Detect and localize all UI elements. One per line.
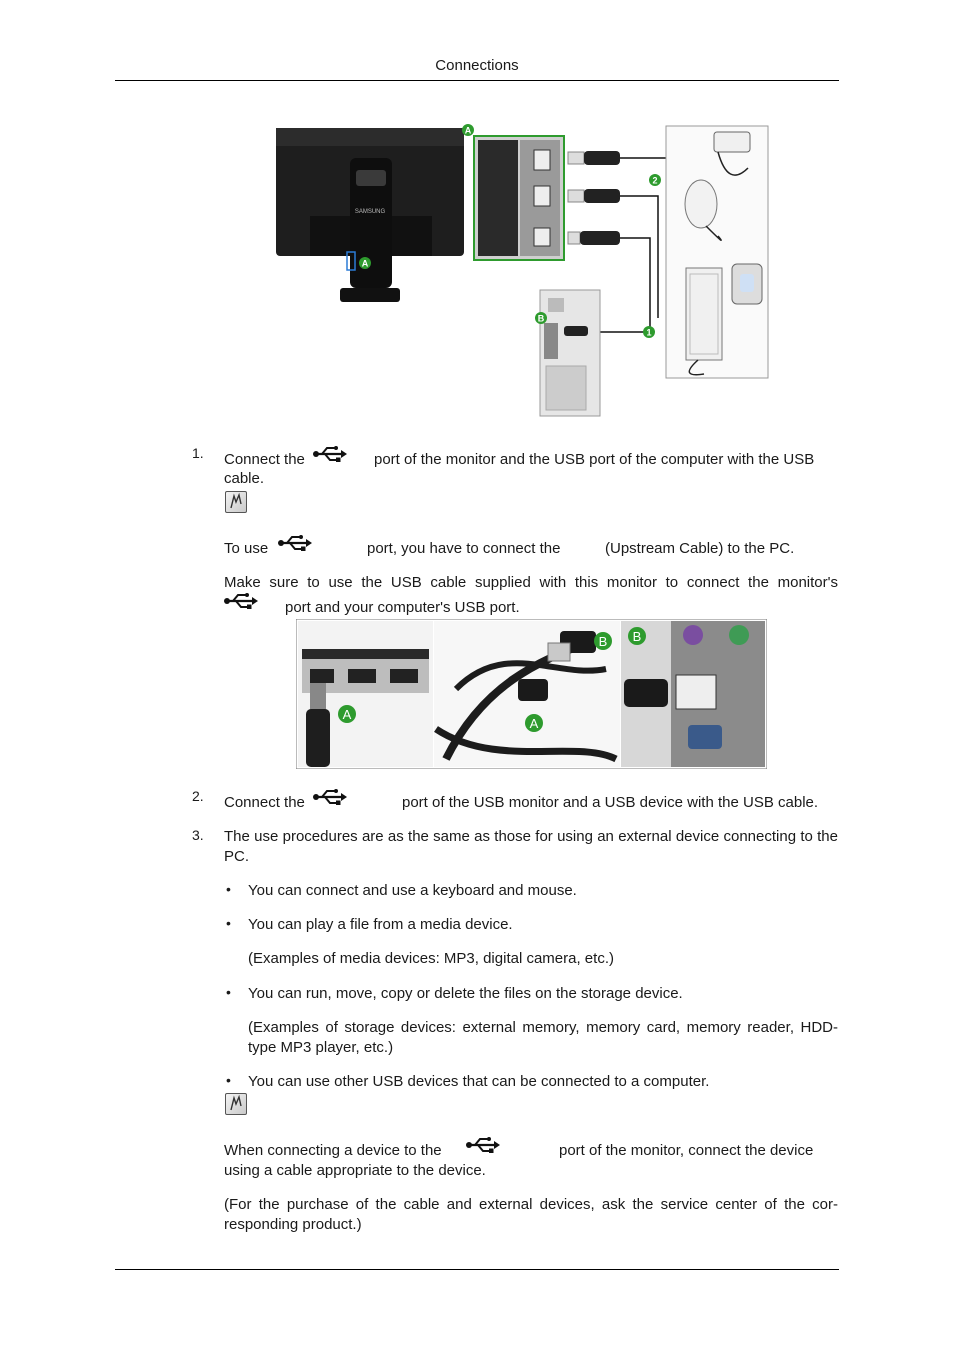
note-1-line1-before: To use bbox=[224, 540, 269, 557]
note-2-line1-before: When connecting a device to the bbox=[224, 1142, 442, 1159]
footer-rule bbox=[115, 1269, 839, 1270]
bullet-dot: • bbox=[226, 984, 231, 1000]
note-2-line2: using a cable appropriate to the device. bbox=[224, 1162, 486, 1179]
note-1-para2-line1: Make sure to use the USB cable supplied with this monitor to connect the monitor's bbox=[224, 574, 838, 591]
bullet-dot: • bbox=[226, 1072, 231, 1088]
bullet-4-text: You can use other USB devices that can be connected to a computer. bbox=[248, 1073, 710, 1090]
usb-downstream-icon bbox=[313, 789, 349, 807]
bullet-dot: • bbox=[226, 915, 231, 931]
header-rule bbox=[115, 80, 839, 81]
usb-downstream-icon bbox=[313, 446, 349, 464]
usb-downstream-icon bbox=[278, 535, 314, 553]
note-1-line1-after: (Upstream Cable) to the PC. bbox=[605, 540, 795, 557]
step-1-text-line2: cable. bbox=[224, 470, 265, 487]
marker-a-label: A bbox=[361, 258, 369, 269]
note-icon bbox=[225, 491, 247, 513]
photo-marker-a2-label: A bbox=[529, 716, 539, 731]
step-2-text-after: port of the USB monitor and a USB device with the USB cable. bbox=[402, 794, 819, 811]
bullet-3-sub: (Examples of storage devices: external memory, memory card, memory reader, HDD-type MP3 player, etc.) bbox=[248, 1019, 838, 1056]
step-3-number: 3. bbox=[192, 827, 204, 843]
usb-devices-panel bbox=[666, 126, 768, 378]
bullet-1-text: You can connect and use a keyboard and mouse. bbox=[248, 882, 577, 899]
bullet-2-sub: (Examples of media devices: MP3, digital camera, etc.) bbox=[248, 950, 614, 967]
usb-connection-diagram bbox=[258, 118, 778, 420]
bullet-dot: • bbox=[226, 881, 231, 897]
page-header-title: Connections bbox=[435, 57, 519, 74]
marker-b-label: B bbox=[537, 313, 545, 324]
monitor-brand-label: SAMSUNG bbox=[354, 209, 386, 215]
monitor-back-illustration bbox=[276, 128, 464, 302]
usb-upstream-icon bbox=[224, 593, 260, 611]
step-2-text-before: Connect the bbox=[224, 794, 305, 811]
bullet-3-text: You can run, move, copy or delete the files on the storage device. bbox=[248, 985, 683, 1002]
pc-tower-illustration bbox=[537, 290, 600, 416]
photo-marker-b-label: B bbox=[598, 634, 608, 649]
photo-marker-b2-label: B bbox=[632, 629, 642, 644]
note-2-para2: (For the purchase of the cable and external devices, ask the service center of the cor-responding product.) bbox=[224, 1196, 838, 1233]
usb-downstream-icon bbox=[466, 1137, 502, 1155]
usb-cable-photo-strip bbox=[296, 619, 767, 769]
step-2-number: 2. bbox=[192, 788, 204, 804]
note-2-line1-after: port of the monitor, connect the device bbox=[559, 1142, 814, 1159]
marker-2-label: 2 bbox=[652, 175, 658, 186]
usb-cable-photo bbox=[434, 621, 620, 767]
note-1-line1-mid: port, you have to connect the bbox=[367, 540, 561, 557]
marker-1-label: 1 bbox=[646, 327, 652, 338]
usb-cables bbox=[568, 151, 620, 245]
usb-port-panel-zoom bbox=[474, 136, 564, 260]
note-1-para2-line2: port and your computer's USB port. bbox=[285, 599, 520, 616]
step-1-text-before: Connect the bbox=[224, 451, 305, 468]
step-1-number: 1. bbox=[192, 445, 204, 461]
bullet-2-text: You can play a file from a media device. bbox=[248, 916, 513, 933]
photo-marker-a-label: A bbox=[342, 707, 352, 722]
marker-a-top-label: A bbox=[464, 125, 472, 136]
monitor-usb-ports-photo bbox=[298, 621, 433, 767]
step-3-text: The use procedures are as the same as those for using an external device connecting to the PC. bbox=[224, 828, 838, 865]
note-icon bbox=[225, 1093, 247, 1115]
step-1-text-after: port of the monitor and the USB port of the computer with the USB bbox=[374, 451, 815, 468]
